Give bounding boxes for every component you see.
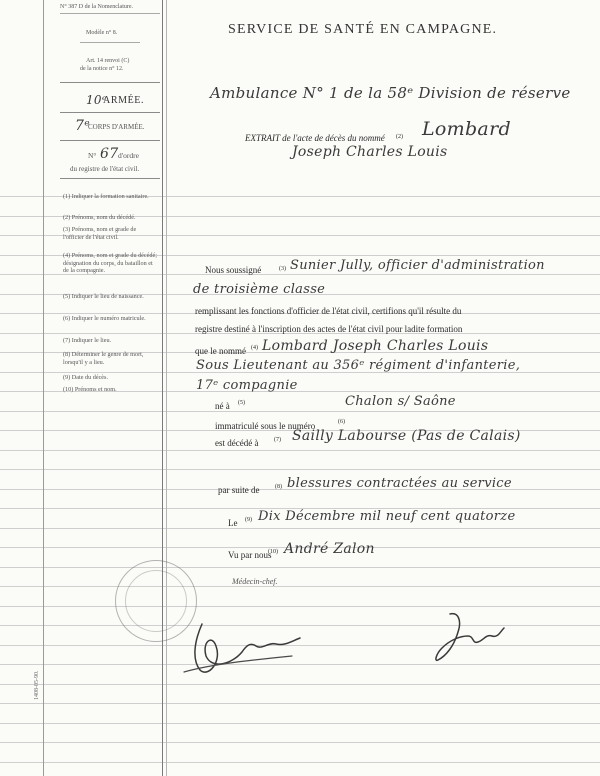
footnote-1: (1) Indiquer la formation sanitaire. — [63, 193, 149, 200]
separator — [60, 13, 160, 14]
order-label: d'ordre — [118, 151, 139, 160]
ne-ref: (5) — [238, 400, 245, 406]
ruled-line — [0, 684, 600, 685]
ambulance-line: Ambulance N° 1 de la 58ᵉ Division de réserve — [210, 84, 571, 102]
order-number: 67 — [100, 146, 119, 162]
que-ref: (4) — [251, 345, 258, 351]
deceased-given-names: Joseph Charles Louis — [292, 144, 448, 160]
suite-ref: (8) — [275, 484, 282, 490]
death-place: Sailly Labourse (Pas de Calais) — [292, 428, 521, 444]
signature-right — [428, 606, 508, 668]
ruled-line — [0, 742, 600, 743]
margin-rule-column-inner — [166, 0, 167, 776]
registre-line: registre destiné à l'inscription des actes de l'état civil pour ladite formation — [195, 324, 463, 334]
corps-number: 7ᵉ — [75, 118, 90, 134]
separator — [60, 140, 160, 141]
article-ref-2: de la notice n° 12. — [80, 66, 124, 72]
print-code: 1408-05-90. — [34, 670, 40, 700]
margin-rule-left — [43, 0, 44, 776]
le-label: Le — [228, 518, 238, 528]
identity-line-2: Sous Lieutenant au 356ᵉ régiment d'infanterie, — [196, 358, 521, 373]
cause-of-death: blessures contractées au service — [287, 476, 512, 491]
ruled-line — [0, 723, 600, 724]
nous-label: Nous soussigné — [205, 265, 262, 275]
matricule-ref: (6) — [338, 419, 345, 425]
armee-number: 10ᵉ — [86, 93, 107, 107]
separator — [80, 42, 140, 43]
armee-label: ARMÉE. — [103, 95, 145, 106]
ne-label: né à — [215, 401, 230, 411]
document-title: SERVICE DE SANTÉ EN CAMPAGNE. — [228, 22, 498, 37]
officer-name-line-2: de troisième classe — [193, 282, 326, 297]
ruled-line — [0, 450, 600, 451]
footnote-5: (5) Indiquer le lieu de naissance. — [63, 293, 144, 300]
suite-label: par suite de — [218, 485, 260, 495]
que-label: que le nommé — [195, 346, 246, 356]
deceased-surname: Lombard — [422, 118, 511, 140]
decede-label: est décédé à — [215, 438, 259, 448]
decede-ref: (7) — [274, 437, 281, 443]
registry-label: du registre de l'état civil. — [70, 165, 140, 173]
nomenclature-ref: N° 387 D de la Nomenclature. — [60, 4, 134, 10]
vu-ref: (10) — [268, 549, 278, 555]
ruled-line — [0, 528, 600, 529]
ruled-line — [0, 567, 600, 568]
footnote-10: (10) Prénoms et nom. — [63, 386, 117, 393]
footnote-3: (3) Prénoms, nom et grade de l'officier de l'état civil. — [63, 226, 137, 241]
signature-left — [172, 612, 322, 682]
nous-ref: (3) — [279, 266, 286, 272]
footnote-8: (8) Déterminer le genre de mort, lorsqu'il y a lieu. — [63, 351, 144, 366]
extrait-label: EXTRAIT de l'acte de décès du nommé — [245, 133, 385, 143]
medecin-label: Médecin-chef. — [232, 577, 278, 586]
separator — [60, 178, 160, 179]
ruled-line — [0, 411, 600, 412]
officer-name-line-1: Sunier Jully, officier d'administration — [290, 258, 545, 273]
ruled-line — [0, 469, 600, 470]
vu-label: Vu par nous — [228, 550, 272, 560]
ruled-line — [0, 762, 600, 763]
le-ref: (9) — [245, 517, 252, 523]
article-ref-1: Art. 14 renvoi (C) — [86, 58, 130, 64]
ruled-line — [0, 586, 600, 587]
footnote-6: (6) Indiquer le numéro matricule. — [63, 315, 146, 322]
birthplace: Chalon s/ Saône — [345, 394, 456, 409]
identity-line-1: Lombard Joseph Charles Louis — [262, 338, 489, 354]
fonctions-line: remplissant les fonctions d'officier de l'état civil, certifions qu'il résulte du — [195, 306, 462, 316]
separator — [60, 82, 160, 83]
order-prefix: N° — [88, 151, 97, 160]
footnote-9: (9) Date du décès. — [63, 374, 109, 381]
footnote-7: (7) Indiquer le lieu. — [63, 337, 112, 344]
footnote-2: (2) Prénoms, nom du décédé. — [63, 214, 136, 221]
model-ref: Modèle n° 8. — [86, 30, 118, 36]
extrait-ref: (2) — [396, 134, 403, 140]
ruled-line — [0, 606, 600, 607]
margin-rule-column — [162, 0, 163, 776]
separator — [60, 112, 160, 113]
identity-line-3: 17ᵉ compagnie — [196, 378, 298, 393]
matricule-label: immatriculé sous le numéro — [215, 421, 316, 431]
vu-name: André Zalon — [284, 541, 375, 557]
footnote-4: (4) Prénoms, nom et grade du décédé; désignation du corps, du bataillon et de la compagnie. — [63, 252, 157, 275]
ruled-line — [0, 703, 600, 704]
corps-label: CORPS D'ARMÉE. — [88, 123, 145, 131]
death-date: Dix Décembre mil neuf cent quatorze — [258, 509, 516, 524]
